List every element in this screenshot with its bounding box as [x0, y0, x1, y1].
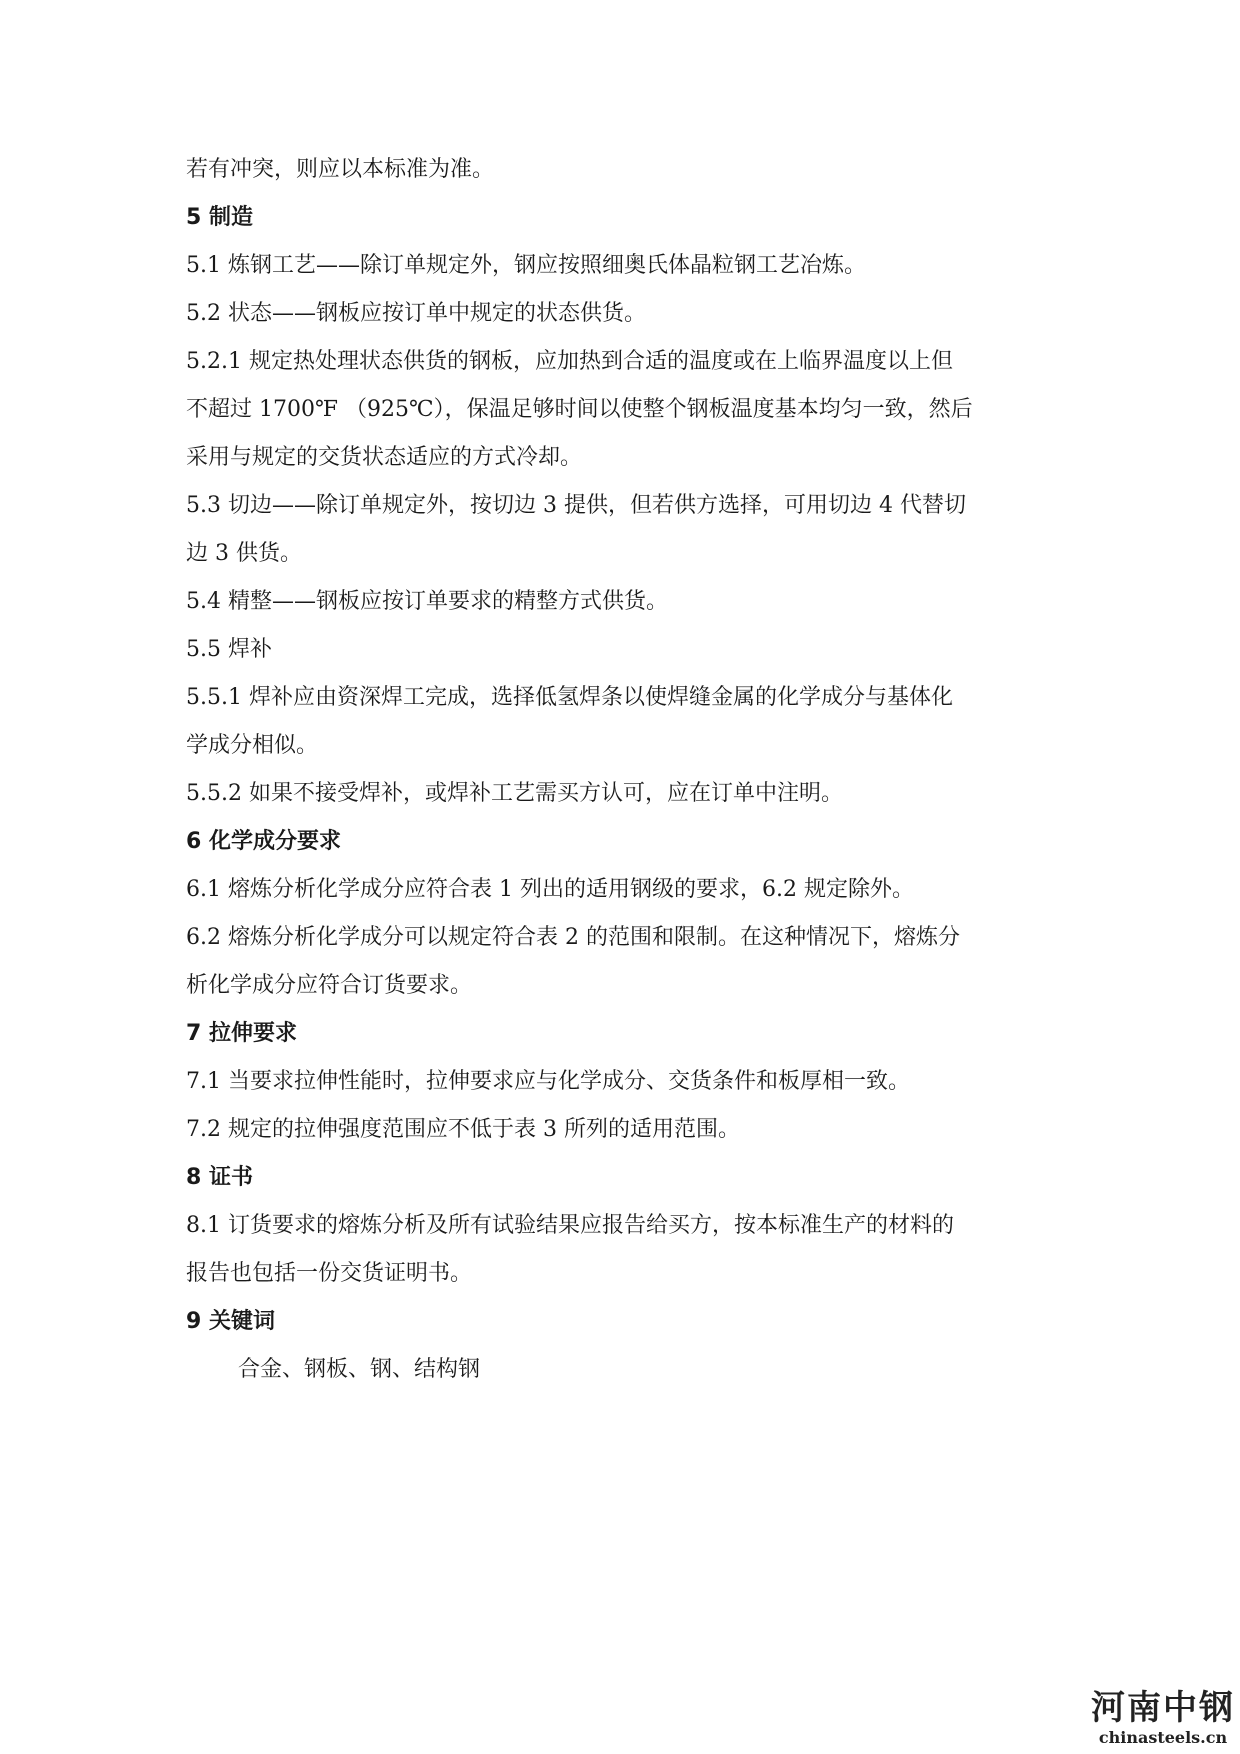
clause-5-5-2: 5.5.2 如果不接受焊补，或焊补工艺需买方认可，应在订单中注明。	[186, 781, 843, 806]
clause-5-2-1-cont: 采用与规定的交货状态适应的方式冷却。	[186, 445, 583, 470]
watermark-logo-text: 河南中钢	[1091, 1688, 1235, 1728]
clause-5-2-1: 5.2.1 规定热处理状态供货的钢板，应加热到合适的温度或在上临界温度以上但	[186, 349, 953, 374]
clause-5-1: 5.1 炼钢工艺——除订单规定外，钢应按照细奥氏体晶粒钢工艺冶炼。	[186, 253, 866, 278]
clause-5-5-1-cont: 学成分相似。	[186, 733, 319, 758]
clause-8-1-cont: 报告也包括一份交货证明书。	[186, 1261, 473, 1286]
clause-6-2: 6.2 熔炼分析化学成分可以规定符合表 2 的范围和限制。在这种情况下，熔炼分	[186, 925, 960, 950]
clause-6-1: 6.1 熔炼分析化学成分应符合表 1 列出的适用钢级的要求，6.2 规定除外。	[186, 877, 914, 902]
clause-5-2-1-cont: 不超过 1700℉ （925℃），保温足够时间以使整个钢板温度基本均匀一致，然后	[186, 397, 973, 422]
clause-8-1: 8.1 订货要求的熔炼分析及所有试验结果应报告给买方，按本标准生产的材料的	[186, 1213, 954, 1238]
section-heading-9: 9 关键词	[186, 1309, 275, 1334]
section-heading-5: 5 制造	[186, 205, 253, 230]
clause-5-3: 5.3 切边——除订单规定外，按切边 3 提供，但若供方选择，可用切边 4 代替切	[186, 493, 966, 518]
clause-6-2-cont: 析化学成分应符合订货要求。	[186, 973, 473, 998]
watermark-url: chinasteels.cn	[1098, 1728, 1228, 1747]
document-body	[186, 156, 1056, 1384]
section-heading-6: 6 化学成分要求	[186, 829, 341, 854]
clause-5-3-cont: 边 3 供货。	[186, 541, 302, 566]
clause-7-2: 7.2 规定的拉伸强度范围应不低于表 3 所列的适用范围。	[186, 1117, 740, 1142]
clause-5-4: 5.4 精整——钢板应按订单要求的精整方式供货。	[186, 589, 668, 614]
text-line: 若有冲突，则应以本标准为准。	[186, 157, 495, 182]
clause-7-1: 7.1 当要求拉伸性能时，拉伸要求应与化学成分、交货条件和板厚相一致。	[186, 1069, 910, 1094]
clause-5-2: 5.2 状态——钢板应按订单中规定的状态供货。	[186, 301, 646, 326]
clause-5-5: 5.5 焊补	[186, 637, 272, 662]
keywords-text: 合金、钢板、钢、结构钢	[238, 1357, 481, 1382]
section-heading-7: 7 拉伸要求	[186, 1021, 297, 1046]
section-heading-8: 8 证书	[186, 1165, 253, 1190]
watermark-logo	[1088, 1688, 1238, 1754]
clause-5-5-1: 5.5.1 焊补应由资深焊工完成，选择低氢焊条以使焊缝金属的化学成分与基体化	[186, 685, 953, 710]
